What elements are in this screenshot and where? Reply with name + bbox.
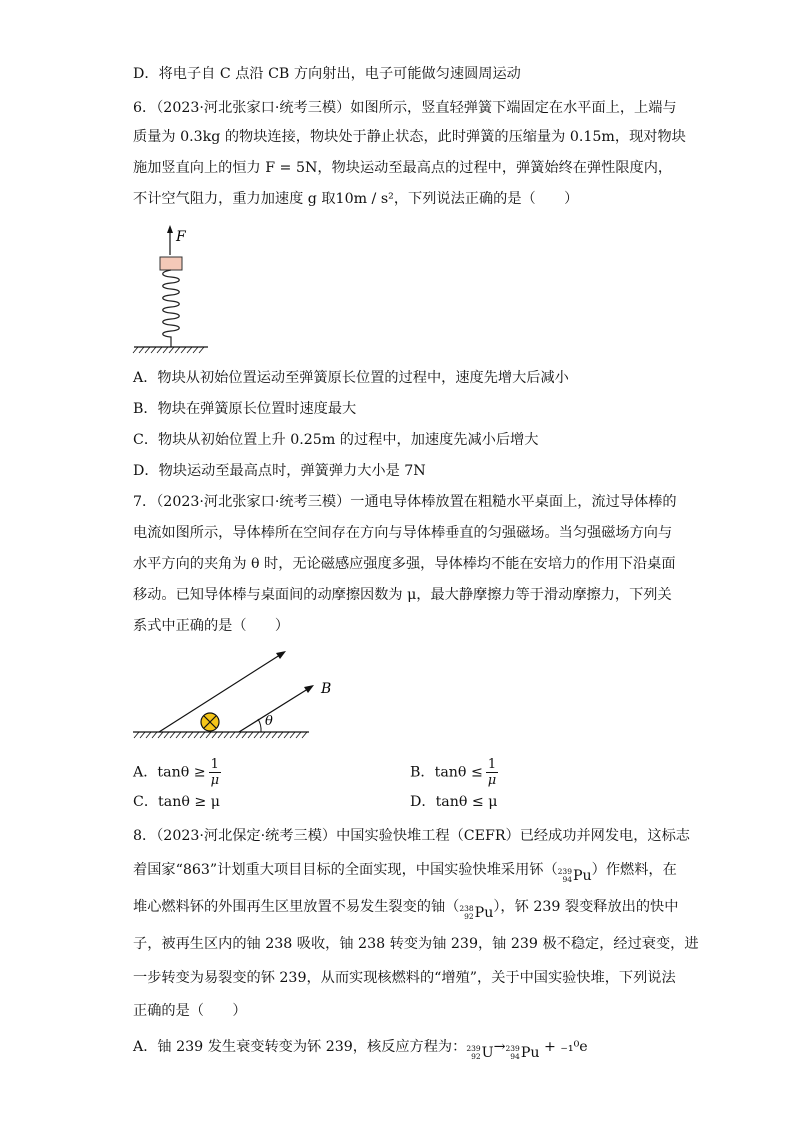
q7-option-a bbox=[133, 757, 221, 788]
q8-stem-line2 bbox=[133, 860, 677, 886]
q8-eq-arrow: → bbox=[493, 1039, 506, 1055]
q7-option-b bbox=[410, 757, 498, 788]
q8-stem-line1: 8．（2023·河北保定·统考三模）中国实验快堆工程（CEFR）已经成功并网发电，这标志 bbox=[133, 828, 690, 844]
q8-pu239-charge: 94 bbox=[562, 875, 572, 884]
q7-stem-line3: 水平方向的夹角为 θ 时，无论磁感应强度多强，导体棒均不能在安培力的作用下沿桌面 bbox=[133, 556, 676, 572]
q8-stem-line6: 正确的是（ ） bbox=[133, 1003, 247, 1019]
q8-eq-pu239-charge: 94 bbox=[510, 1052, 520, 1061]
q7-option-a-denominator: μ bbox=[210, 773, 220, 788]
q6-stem-line3: 施加竖直向上的恒力 F = 5N，物块运动至最高点的过程中，弹簧始终在弹性限度内， bbox=[133, 160, 673, 176]
q8-eq-pu239-mass: 239 bbox=[505, 1044, 520, 1053]
q7-stem-line1: 7．（2023·河北张家口·统考三模）一通电导体棒放置在粗糙水平桌面上，流过导体棒的 bbox=[133, 494, 677, 510]
q7-option-b-fraction bbox=[486, 757, 498, 788]
q8-line3-text-a: 堆心燃料钚的外围再生区里放置不易发生裂变的铀（ bbox=[133, 899, 460, 915]
q6-stem-line1: 6．（2023·河北张家口·统考三模）如图所示，竖直轻弹簧下端固定在水平面上，上端与 bbox=[133, 100, 677, 116]
q7-option-d: D．tanθ ≤ μ bbox=[410, 794, 498, 810]
q6-stem-line2: 质量为 0.3kg 的物块连接，物块处于静止状态，此时弹簧的压缩量为 0.15m，现对物块 bbox=[133, 129, 686, 145]
q8-eq-pu239-symbol: Pu bbox=[520, 1045, 540, 1061]
q8-eq-u239-symbol: U bbox=[481, 1045, 494, 1061]
q6-spring-figure bbox=[130, 225, 210, 355]
q6-option-c: C．物块从初始位置上升 0.25m 的过程中，加速度先减小后增大 bbox=[133, 432, 539, 448]
q7-option-b-denominator: μ bbox=[487, 773, 497, 788]
q8-eq-pu239 bbox=[506, 1043, 540, 1063]
q8-option-a-text: A．铀 239 发生衰变转变为钚 239，核反应方程为： bbox=[133, 1039, 467, 1055]
q6-option-b: B．物块在弹簧原长位置时速度最大 bbox=[133, 401, 357, 417]
q8-line2-text-a: 着国家“863”计划重大项目目标的全面实现，中国实验快堆采用钚（ bbox=[133, 862, 558, 878]
q8-stem-line3 bbox=[133, 897, 678, 923]
q8-eq-tail: + ₋₁⁰e bbox=[544, 1039, 588, 1055]
q7-option-b-numerator: 1 bbox=[487, 757, 497, 772]
q7-option-a-fraction bbox=[209, 757, 221, 788]
q8-u238-symbol: Pu bbox=[474, 905, 494, 921]
q8-stem-line5: 一步转变为易裂变的钚 239，从而实现核燃料的“增殖”，关于中国实验快堆，下列说法 bbox=[133, 970, 676, 986]
q7-b-label: B bbox=[321, 681, 332, 697]
q8-pu239-nuclide bbox=[558, 866, 592, 886]
q6-option-d: D．物块运动至最高点时，弹簧弹力大小是 7N bbox=[133, 463, 426, 479]
q8-line2-text-b: ）作燃料，在 bbox=[591, 862, 677, 878]
q8-u238-charge: 92 bbox=[464, 912, 474, 921]
q7-stem-line4: 移动。已知导体棒与桌面间的动摩擦因数为 μ，最大静摩擦力等于滑动摩擦力，下列关 bbox=[133, 587, 672, 603]
q7-option-a-numerator: 1 bbox=[210, 757, 219, 772]
q6-option-a: A．物块从初始位置运动至弹簧原长位置的过程中，速度先增大后减小 bbox=[133, 370, 569, 386]
q8-pu239-mass: 239 bbox=[557, 867, 572, 876]
q6-force-label: F bbox=[176, 229, 186, 245]
q7-stem-line2: 电流如图所示，导体棒所在空间存在方向与导体棒垂直的匀强磁场。当匀强磁场方向与 bbox=[133, 525, 673, 541]
q8-eq-u239-mass: 239 bbox=[466, 1044, 481, 1053]
q8-u238-mass: 238 bbox=[459, 904, 474, 913]
q8-eq-u239 bbox=[466, 1043, 493, 1063]
q7-stem-line5: 系式中正确的是（ ） bbox=[133, 618, 290, 634]
q7-magnetic-field-figure bbox=[133, 645, 332, 745]
q8-u238-nuclide bbox=[459, 903, 493, 923]
q7-option-a-text: A．tanθ ≥ bbox=[133, 764, 206, 781]
q7-option-b-text: B．tanθ ≤ bbox=[410, 764, 483, 781]
q5-option-d: D．将电子自 C 点沿 CB 方向射出，电子可能做匀速圆周运动 bbox=[133, 66, 521, 82]
q8-stem-line4: 子，被再生区内的铀 238 吸收，铀 238 转变为铀 239，铀 239 极不稳定，经过衰变，进 bbox=[133, 936, 699, 952]
q7-option-c: C．tanθ ≥ μ bbox=[133, 794, 221, 810]
q8-option-a bbox=[133, 1037, 588, 1063]
q8-pu239-symbol: Pu bbox=[572, 868, 592, 884]
q8-eq-u239-charge: 92 bbox=[471, 1052, 481, 1061]
q7-theta-label: θ bbox=[265, 714, 273, 729]
q6-stem-line4: 不计空气阻力，重力加速度 g 取10m / s²，下列说法正确的是（ ） bbox=[133, 191, 579, 207]
q8-line3-text-b: ），钚 239 裂变释放出的快中 bbox=[493, 899, 679, 915]
